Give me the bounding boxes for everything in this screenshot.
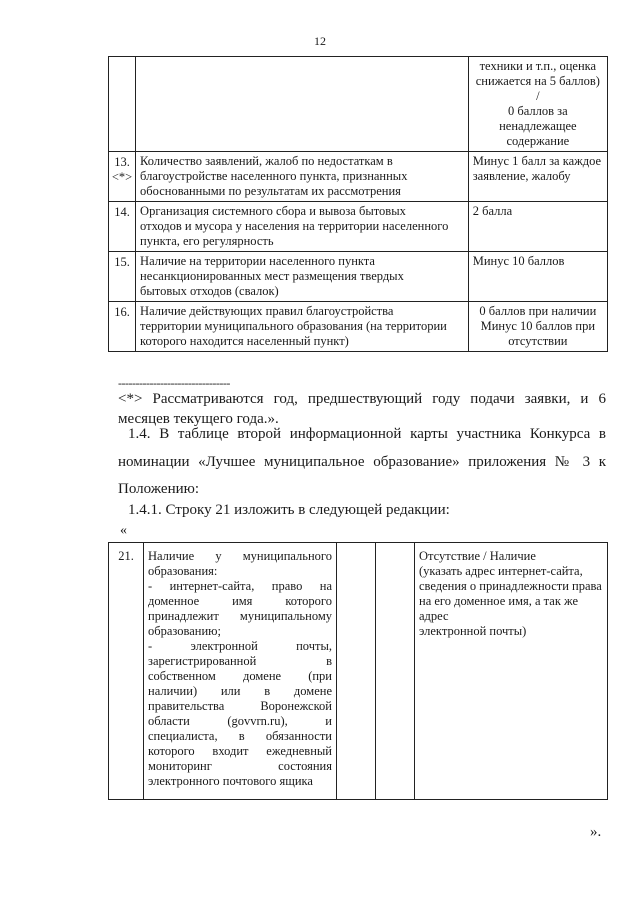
paragraph-1-4-line-3: Положению: — [118, 481, 199, 497]
row-number-line: 15. — [114, 255, 130, 269]
score-text-line: отсутствии — [508, 334, 568, 348]
row-number-line: 16. — [114, 305, 130, 319]
footnote-text: <*> Рассматриваются год, предшествующий году подачи заявки, и 6 месяцев текущего года.». — [118, 391, 606, 427]
criteria-table-continued — [108, 56, 608, 352]
value-line: (указать адрес интернет-сайта, — [419, 564, 583, 578]
score-text-line: заявление, жалобу — [472, 169, 571, 183]
criterion-text — [136, 202, 469, 252]
table-row — [109, 152, 608, 202]
score-text-line: 0 баллов за — [508, 104, 568, 118]
row-number-line: 13. — [114, 155, 130, 169]
score-text-line: ненадлежащее — [499, 119, 577, 133]
table-row — [109, 202, 608, 252]
paragraph-1-4-1: 1.4.1. Строку 21 изложить в следующей редакции: — [128, 502, 450, 518]
criterion-text-line: Наличие действующих правил благоустройства — [140, 304, 394, 318]
value-line: сведения о принадлежности права — [419, 579, 602, 593]
table-row — [109, 57, 608, 152]
criterion-text-line: пункта, его регулярность — [140, 234, 274, 248]
score-text-line: Минус 10 баллов при — [480, 319, 596, 333]
score-text-line: содержание — [506, 134, 570, 148]
criterion-text-line: территории муниципального образования (на территории — [140, 319, 447, 333]
criterion-text-line: Количество заявлений, жалоб по недостаткам в — [140, 154, 393, 168]
paragraph-1-4-line-2: номинации «Лучшее муниципальное образование» приложения № 3 к — [118, 454, 606, 470]
value-line: Отсутствие / Наличие — [419, 549, 536, 563]
row-number — [109, 57, 136, 152]
table-row — [109, 252, 608, 302]
criterion-text-line: бытовых отходов (свалок) — [140, 284, 279, 298]
criteria-line: доменное имя которого — [148, 594, 332, 608]
value-line: электронной почты) — [419, 624, 527, 638]
criteria-cell — [144, 543, 337, 800]
score-text — [468, 302, 607, 352]
paragraph-1-4-line-1: 1.4. В таблице второй информационной карты участника Конкурса в — [128, 426, 606, 442]
criteria-line: - электронной почты, — [148, 639, 332, 653]
row-number — [109, 152, 136, 202]
criteria-line: электронного почтового ящика — [148, 774, 313, 788]
score-text-line: техники и т.п., оценка — [479, 59, 597, 73]
score-text-line: 0 баллов при наличии — [479, 304, 597, 318]
criterion-text-line: несанкционированных мест размещения твердых — [140, 269, 404, 283]
criteria-line: специалиста, в обязанности — [148, 729, 332, 743]
score-text-line: 2 балла — [472, 204, 513, 218]
criterion-text-line: которого находится населенный пункт) — [140, 334, 349, 348]
criteria-line: - интернет-сайта, право на — [148, 579, 332, 593]
footnote-separator: -------------------------------- — [118, 376, 230, 390]
row-number — [109, 302, 136, 352]
row-number — [109, 252, 136, 302]
score-text — [468, 57, 607, 152]
criterion-text — [136, 302, 469, 352]
score-text — [468, 202, 607, 252]
table-row — [109, 302, 608, 352]
score-text-line: снижается на 5 баллов) / — [475, 74, 600, 103]
criteria-line: наличии) или в домене — [148, 684, 332, 698]
criteria-line: Наличие у муниципального — [148, 549, 332, 563]
score-text — [468, 252, 607, 302]
criterion-text-line: отходов и мусора у населения на территории населенного — [140, 219, 449, 233]
row-number: 21. — [109, 543, 144, 800]
score-text-line: Минус 10 баллов — [472, 254, 565, 268]
row-number — [109, 202, 136, 252]
criterion-text — [136, 252, 469, 302]
criterion-text — [136, 152, 469, 202]
table-row — [109, 543, 608, 800]
page-number: 12 — [314, 34, 326, 48]
score-text — [468, 152, 607, 202]
closing-quote: ». — [590, 824, 602, 840]
criterion-text — [136, 57, 469, 152]
criteria-line: области (govvrn.ru), и — [148, 714, 332, 728]
criterion-text-line: Наличие на территории населенного пункта — [140, 254, 375, 268]
criteria-line: образования: — [148, 564, 218, 578]
criteria-line: зарегистрированной в — [148, 654, 332, 668]
criterion-text-line: благоустройстве населенного пункта, признанных — [140, 169, 408, 183]
empty-cell — [337, 543, 376, 800]
criteria-line: мониторинг состояния — [148, 759, 332, 773]
criterion-text-line: обоснованными по результатам их рассмотрения — [140, 184, 401, 198]
opening-quote: « — [120, 523, 127, 538]
value-cell — [415, 543, 608, 800]
criteria-line: правительства Воронежской — [148, 699, 332, 713]
criteria-line: образованию; — [148, 624, 221, 638]
criteria-line: которого входит ежедневный — [148, 744, 332, 758]
row-number-line: <*> — [111, 170, 133, 184]
value-line: на его доменное имя, а так же адрес — [419, 594, 579, 623]
criteria-line: принадлежит муниципальному — [148, 609, 332, 623]
empty-cell — [376, 543, 415, 800]
row-21-table — [108, 542, 608, 800]
score-text-line: Минус 1 балл за каждое — [472, 154, 602, 168]
criteria-line: собственном домене (при — [148, 669, 332, 683]
criterion-text-line: Организация системного сбора и вывоза бытовых — [140, 204, 406, 218]
row-number-line: 14. — [114, 205, 130, 219]
